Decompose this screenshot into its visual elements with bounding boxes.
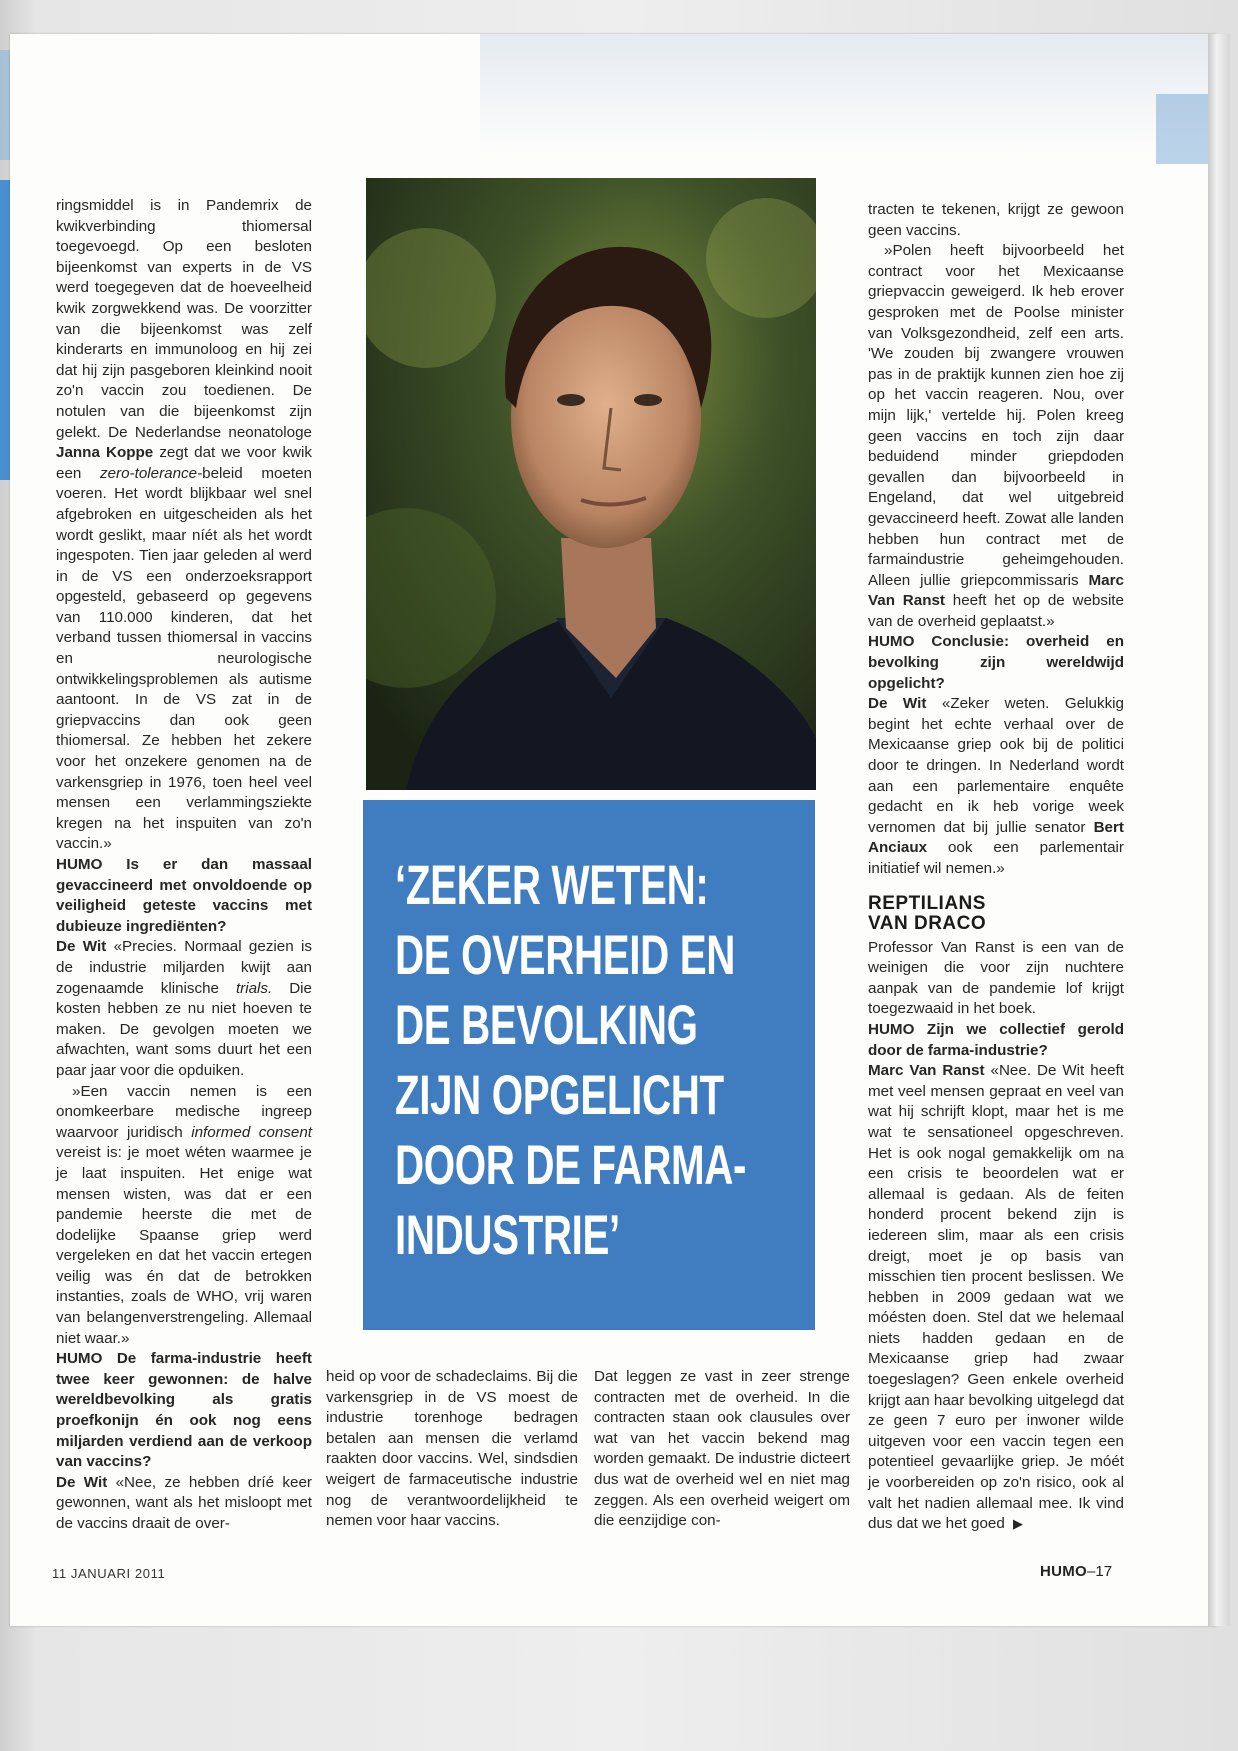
interview-question: HUMO Conclusie: overheid en bevolking zijn wereldwijd opgelicht? [868, 633, 1124, 692]
person-name: Janna Koppe [56, 444, 154, 462]
article-column-3 [594, 1367, 850, 1532]
interview-question: HUMO De farma-industrie heeft twee keer gewonnen: de halve wereldbevolking als gratis proefkonijn én ook nog eens miljarden verdiend aan de verkoop van vaccins? [56, 1350, 312, 1471]
interview-answer: De Wit «Precies. Normaal gezien is de industrie miljarden kwijt aan zogenaamde klinische trials. Die kosten hebben ze nu niet hoeven te maken. De gevolgen moeten we afwachten, want soms duurt het een paar jaar voor die opduiken. [56, 938, 312, 1079]
article-column-1 [56, 196, 312, 1535]
article-column-4 [868, 200, 1124, 1535]
paragraph: ringsmiddel is in Pandemrix de kwikverbinding thiomersal toegevoegd. Op een besloten bijeenkomst van experts in de VS werd toegegeven dat de hoeveelheid kwik zorgwekkend was. De voorzitter van die bijeenkomst was zelf kinderarts en immunoloog en hij zei dat hij zijn pasgeboren kleinkind nooit zo'n vaccin zou toedienen. De notulen van die bijeenkomst zijn gelekt. De Nederlandse neonatologe Janna Koppe zegt dat we voor kwik een zero-tolerance-beleid moeten voeren. Het wordt blijkbaar wel snel afgebroken en uitgescheiden als het wordt geslikt, maar níét als het wordt ingespoten. Tien jaar geleden al werd in de VS een onderzoeksrapport opgesteld, gebaseerd op gegevens van 110.000 kinderen, dat het verband tussen thiomersal in vaccins en neurologische ontwikkelingsproblemen als autisme aantoont. In de VS zat in de griepvaccins dan ook geen thiomersal. Ze hebben het zekere voor het onzekere genomen na de varkensgriep in 1976, toen heel veel mensen een verlammingsziekte kregen na het inspuiten van zo'n vaccin.» [56, 197, 312, 853]
paragraph: »Een vaccin nemen is een onomkeerbare medische ingreep waarvoor juridisch informed consent vereist is: je moet wéten waarmee je je laat inspuiten. Het enige wat mensen wisten, was dat er een pandemie heerste die met de dodelijke Spaanse griep werd vergeleken en dat het vaccin ertegen veilig was én dat de betrokken instanties, zoals de WHO, vrij waren van belangenverstrengeling. Allemaal niet waar.» [56, 1082, 312, 1347]
person-name: Bert Anciaux [868, 818, 1124, 857]
speaker-name: De Wit [56, 938, 107, 956]
paragraph: heid op voor de schadeclaims. Bij die varkensgriep in de VS moest de industrie torenhoge bedragen betalen aan mensen die verlamd raakten door vaccins. Wel, sindsdien weigert de farmaceutische industrie nog de verantwoordelijkheid te nemen voor haar vaccins. [326, 1368, 578, 1530]
paragraph: Professor Van Ranst is een van de weinigen die voor zijn nuchtere aanpak van de pandemie lof krijgt toegezwaaid in het boek. [868, 938, 1124, 1018]
show-through-top [480, 34, 1220, 154]
interview-answer: De Wit «Nee, ze hebben dríé keer gewonnen, want als het misloopt met de vaccins draait de over- [56, 1473, 312, 1532]
speaker-name: Marc Van Ranst [868, 1062, 985, 1080]
paragraph: tracten te tekenen, krijgt ze gewoon geen vaccins. [868, 201, 1124, 239]
magazine-brand: HUMO [1040, 1563, 1088, 1580]
article-column-2 [326, 1367, 578, 1532]
page-gutter-edge [1208, 34, 1230, 1626]
page-folio [1040, 1563, 1112, 1580]
portrait-illustration [366, 178, 816, 790]
issue-date: 11 JANUARI 2011 [52, 1566, 166, 1581]
continue-arrow-icon: ▶ [1013, 1516, 1024, 1532]
interview-question: HUMO Zijn we collectief gerold door de farma-industrie? [868, 1020, 1124, 1059]
paragraph: »Polen heeft bijvoorbeeld het contract voor het Mexicaanse griepvaccin geweigerd. Ik heb erover gesproken met de Poolse minister van Volksgezondheid, zelf een arts. 'We zouden bij zwangere vrouwen pas in de praktijk kunnen zien hoe zij op het vaccin reageren. Nou, over mijn lijk,' vertelde hij. Polen kreeg geen vaccins en toch zijn daar beduidend minder griepdoden gevallen dan bijvoorbeeld in Engeland, dat wel uitgebreid gevaccineerd heeft. Zowat alle landen hebben hun contract met de farmaindustrie geheimgehouden. Alleen jullie griepcommissaris Marc Van Ranst heeft het op de website van de overheid geplaatst.» [868, 242, 1124, 630]
person-name: Marc Van Ranst [868, 571, 1124, 610]
show-through-blue [1156, 94, 1216, 164]
speaker-name: De Wit [868, 695, 927, 713]
page-number: –17 [1087, 1563, 1113, 1580]
speaker-name: De Wit [56, 1473, 108, 1491]
section-subheading: REPTILIANS VAN DRACO [868, 892, 987, 934]
pull-quote [363, 800, 815, 1330]
interview-answer: De Wit «Zeker weten. Gelukkig begint het echte verhaal over de Mexicaanse griep ook bij de politici door te dringen. In Nederland wordt aan een parlementaire enquête gedacht en ik heb vorige week vernomen dat bij jullie senator Bert Anciaux ook een parlementair initiatief wil nemen.» [868, 695, 1124, 877]
pull-quote-text: ‘ZEKER WETEN: DE OVERHEID EN DE BEVOLKING ZIJN OPGELICHT DOOR DE FARMA- INDUSTRIE’ [395, 853, 747, 1266]
interview-question: HUMO Is er dan massaal gevaccineerd met onvoldoende op veiligheid geteste vaccins met dubieuze ingrediënten? [56, 856, 312, 935]
paragraph: Dat leggen ze vast in zeer strenge contracten met de overheid. In die contracten staan ook clausules over wat van het vaccin bekend mag worden gemaakt. De industrie dicteert dus wat de overheid wel en niet mag zeggen. Als een overheid weigert om die eenzijdige con- [594, 1368, 850, 1530]
portrait-photo [366, 178, 816, 790]
interview-answer: Marc Van Ranst «Nee. De Wit heeft met veel mensen gepraat en veel van wat hij schrijft klopt, maar het is me wat te sensationeel opgeschreven. Het is ook nogal gemakkelijk om na een crisis te beoordelen wat er allemaal is gedaan. Als de feiten honderd procent bekend zijn is iedereen slim, maar als een crisis dreigt, moet je op basis van misschien tien procent beslissen. We hebben in 2009 gedaan wat we móésten doen. Stel dat we helemaal niets hadden gedaan en de Mexicaanse griep had zwaar toegeslagen? Geen enkele overheid krijgt aan haar bevolking uitgelegd dat ze geen 7 euro per inwoner wilde uitgeven voor een vaccin tegen een potentieel gevaarlijke griep. Je móét je voorbereiden op zo'n risico, ook al valt het nadien allemaal mee. Ik vind dus dat we het goed ▶ [868, 1061, 1124, 1535]
